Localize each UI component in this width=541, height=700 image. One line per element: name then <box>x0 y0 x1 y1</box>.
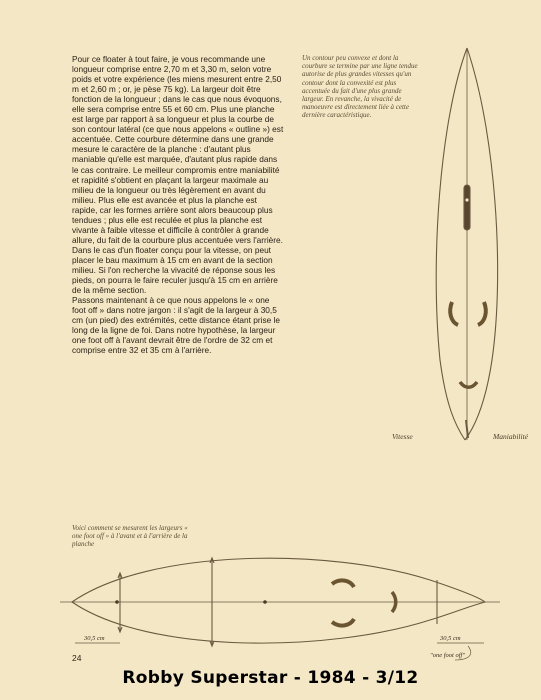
fin <box>466 420 468 438</box>
horizontal-board-sketch <box>60 558 500 660</box>
footstrap-left-icon <box>450 302 458 325</box>
caption-bottom: Voici comment se mesurent les largeurs « one foot off » à l'avant et à l'arrière de la planche <box>72 524 188 549</box>
vertical-board-sketch <box>436 48 497 440</box>
mast-foot <box>465 198 468 201</box>
article-paragraph-1: Pour ce floater à tout faire, je vous recommande une longueur comprise entre 2,70 m et 3,30 m, selon votre poids et votre expérience (les miens mesurent entre 2,50 m et 2,60 m ; or, je pèse 75 kg). La largeur doit être fonction de la longueur ; dans le cas que nous évoquons, elle sera comprise entre 55 et 60 cm. Plus une planche est large par rapport à sa longueur et plus la courbe de son contour latéral (ce que nous appelons « outline ») est accentuée. Cette courbure détermine dans une grande mesure le caractère de la planche : d'autant plus maniable qu'elle est marquée, d'autant plus rapide dans le cas contraire. Le meilleur compromis entre maniabilité et rapidité s'obtient en plaçant la largeur maximale au milieu de la longueur ou très légèrement en avant du milieu. Plus elle est avancée et plus la planche est rapide, car les formes arrière sont alors beaucoup plus tendues ; plus elle est reculée et plus la planche est vivante à faible vitesse et difficile à contrôler à grande allure, du fait de la courbure plus accentuée vers l'arrière. Dans le cas d'un floater conçu pour la vitesse, on peut placer le bau maximum à 15 cm en avant de la section milieu. Si l'on recherche la vivacité de réponse sous les pieds, on pourra le faire reculer jusqu'à 15 cm en arrière de la même section. <box>72 54 284 296</box>
footstrap-horizontal-1-icon <box>332 580 354 587</box>
footstrap-right-icon <box>478 302 486 325</box>
board-outline-speed <box>436 48 467 440</box>
footstrap-rear-icon <box>460 382 477 387</box>
article-paragraph-2: Passons maintenant à ce que nous appelons le « one foot off » dans notre jargon : il s'agit de la largeur à 30,5 cm (un pied) des extrémités, cette distance étant prise le long de la ligne de foi. Dans notre hypothèse, la largeur one foot off à l'avant devrait être de l'ordre de 32 cm et comprise entre 32 et 35 cm à l'arrière. <box>72 295 280 356</box>
label-maneuverability: Maniabilité <box>493 432 528 441</box>
board-outline-maneuver <box>465 48 498 440</box>
nose-point <box>115 600 119 604</box>
dim-left-label: 30,5 cm <box>84 635 105 642</box>
footer-title: Robby Superstar - 1984 - 3/12 <box>122 668 419 688</box>
horizontal-board-outline <box>72 558 485 643</box>
dim-note-label: "one foot off" <box>430 652 466 659</box>
dim-right-label: 30,5 cm <box>440 635 461 642</box>
footstrap-horizontal-2-icon <box>332 619 354 626</box>
label-speed: Vitesse <box>392 432 413 441</box>
mast-track <box>464 185 470 230</box>
mast-point <box>263 600 267 604</box>
page-number: 24 <box>72 653 82 663</box>
caption-top: Un contour peu convexe et dont la courbure se termine par une ligne tendue autorise de plus grandes vitesses qu'un contour dont la convexité est plus accentuée du fait d'une plus grande largeur. En revanche, la vivacité de manoeuvre est directement liée à cette dernière caractéristique. <box>302 54 418 120</box>
